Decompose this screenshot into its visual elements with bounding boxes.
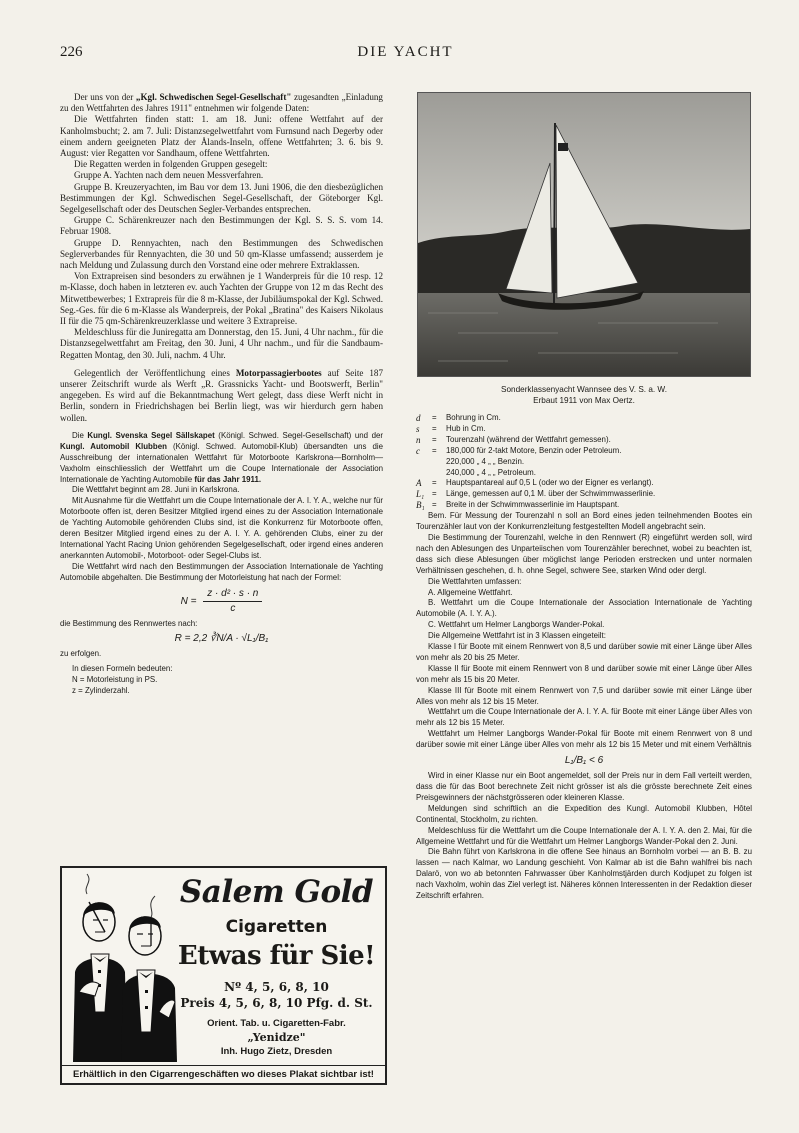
paragraph: Meldungen sind schriftlich an die Expedition des Kungl. Automobil Klubben, Hôtel Continental, Stockholm, zu richten. <box>416 803 752 824</box>
right-column <box>416 92 752 902</box>
correction-notice <box>60 368 383 424</box>
paragraph: Klasse I für Boote mit einem Rennwert von 8,5 und darüber sowie mit einer Länge über Alles von mehr als 20 bis 25 Meter. <box>416 642 752 662</box>
legend-eq: = <box>432 489 437 499</box>
paragraph: Meldeschluss für die Wettfahrt um die Coupe Internationale der A. I. Y. A. den 2. Mai, für die Allgemeine Wettfahrt und für die Wettfahrt um Helmer Langborgs Wander-Pokal den 2. Juni. <box>416 825 752 846</box>
paragraph: Die Wettfahrten finden statt: 1. am 18. Juni: offene Wettfahrt auf der Kanholmsbucht; 2. am 7. Juli: Distanzsegelwettfahrt vom Furnsund nach Degerby oder einem andern geeigneten Platz der Ålands-Inseln, offene Wettfahrten; 3. 6. bis 9. August: vier Regatten vor Sandhaum, offene Wettfahrten. <box>60 114 383 159</box>
legend-eq: = <box>432 478 437 488</box>
paragraph: Der uns von der „Kgl. Schwedischen Segel-Gesellschaft" zugesandten „Einladung zu den Wettfahrten des Jahres 1911" entnehmen wir folgende Daten: <box>60 92 383 114</box>
legend-sym: L₁ <box>416 489 425 500</box>
paragraph: B. Wettfahrt um die Coupe Internationale der Association Internationale de Yachting Automobile (A. I. Y. A.). <box>416 598 752 619</box>
legend-eq: = <box>432 445 437 455</box>
legend-text: Hub in Cm. <box>446 423 486 433</box>
sailing-yacht-image <box>418 93 750 376</box>
paragraph: Die Wettfahrt wird nach den Bestimmungen der Association Internationale de Yachting Automobile abgehalten. Die Bestimmung der Motorleistung hat nach der Formel: <box>60 561 383 582</box>
paragraph: Die Wettfahrt beginnt am 28. Juni in Karlskrona. <box>72 485 240 495</box>
paragraph: z = Zylinderzahl. <box>72 686 130 696</box>
regatta-article <box>60 92 383 361</box>
power-formula: N = $\frac{\text{z · d² · s · n}}{c}$ <box>60 587 383 616</box>
legend-text: Länge, gemessen auf 0,1 M. über der Schwimmwasserlinie. <box>446 489 656 499</box>
legend-text: 220,000 „ 4 „ „ Benzin. <box>446 456 525 466</box>
paragraph: die Bestimmung des Rennwertes nach: <box>60 618 198 628</box>
ad-maker-name: „Yenidze" <box>247 1031 306 1044</box>
ad-footer: Erhältlich in den Cigarrengeschäften wo dieses Plakat sichtbar ist! <box>62 1065 385 1083</box>
legend-eq <box>432 468 444 479</box>
paragraph: Die Regatten werden in folgenden Gruppen gesegelt: <box>74 159 268 170</box>
paragraph: Gruppe A. Yachten nach dem neuen Messverfahren. <box>74 170 264 181</box>
paragraph: Gruppe C. Schärenkreuzer nach den Bestimmungen der Kgl. S. S. S. vom 14. Februar 1908. <box>60 215 383 237</box>
legend-eq: = <box>432 500 437 510</box>
ratio-formula: L₁/B₁ < 6 <box>564 755 604 767</box>
legend-text: 240,000 „ 4 „ „ Petroleum. <box>446 467 536 477</box>
paragraph: A. Allgemeine Wettfahrt. <box>428 587 513 597</box>
paragraph: Wird in einer Klasse nur ein Boot angemeldet, soll der Preis nur in dem Fall verteilt werden, dass die für das Boot berechnete Zeit nicht grösser ist als die grösste berechnete Zeit eines Preisgewinners der nächstgrösseren oder kleineren Klasse. <box>416 771 752 802</box>
paragraph: Bem. Für Messung der Tourenzahl n soll an Bord eines jeden teilnehmenden Bootes ein Tourenzähler laut von der Konkurrenzleitung festgestellten Modell angebracht sein. <box>416 511 752 532</box>
paragraph: C. Wettfahrt um Helmer Langborgs Wander-Pokal. <box>428 620 605 630</box>
legend-sym: c <box>416 445 420 456</box>
paragraph: Die Kungl. Svenska Segel Sällskapet (Königl. Schwed. Segel-Gesellschaft) und der Kungl. Automobil Klubben (Königl. Schwed. Automobil-Klub) übersandten uns die Ausschreibung der internationalen Wettfahrt für Motorboote Karlskrona—Bornholm—Vaxholm einschliesslich der Wettfahrt um die Coupe Internationale der Association Internationale de Yachting Automobile für das Jahr 1911. <box>60 430 384 484</box>
ad-brand: Salem Gold <box>179 874 374 910</box>
photo-caption: Sonderklassenyacht Wannsee des V. S. a. W. Erbaut 1911 von Max Oertz. <box>501 385 667 405</box>
paragraph: Die Wettfahrten umfassen: <box>428 576 522 586</box>
paragraph: Gruppe B. Kreuzeryachten, im Bau vor dem 13. Juni 1906, die den diesbezüglichen Bestimmungen der Kgl. Schwedischen Segel-Gesellschaft, der Göteborger Kgl. Segelgesellschaft oder des Deutschen Segler-Verbandes entsprechen. <box>60 181 383 215</box>
legend-eq: = <box>432 423 437 433</box>
ad-prices: Preis 4, 5, 6, 8, 10 Pfg. d. St. <box>180 996 373 1010</box>
ad-product: Cigaretten <box>225 917 328 937</box>
smoking-gentlemen-illustration <box>65 872 177 1062</box>
paragraph: Gruppe D. Rennyachten, nach den Bestimmungen des Schwedischen Seglerverbandes für Rennyachten, die 30 und 50 qm-Klasse umfassend; ausserdem je nach Meldung und Zulassung durch den Vorstand eine oder mehrere Extraklassen. <box>60 237 383 271</box>
legend-text: Hauptspantareal auf 0,5 L (oder wo der Eigner es verlangt). <box>446 478 654 488</box>
paragraph: In diesen Formeln bedeuten: <box>72 664 173 674</box>
legend-text: Breite in der Schwimmwasserlinie im Hauptspant. <box>446 500 620 510</box>
legend-sym: s <box>416 423 420 434</box>
running-header <box>60 44 751 66</box>
legend-sym: B₁ <box>416 500 425 511</box>
legend-sym <box>416 468 430 479</box>
paragraph: Klasse II für Boote mit einem Rennwert von 8 und darüber sowie mit einer Länge über Alles von mehr als 15 bis 20 Meter. <box>416 663 752 684</box>
motorboat-article <box>60 431 383 697</box>
legend-sym <box>416 457 430 468</box>
paragraph: Die Allgemeine Wettfahrt ist in 3 Klassen eingeteilt: <box>428 631 606 641</box>
ad-maker: Orient. Tab. u. Cigaretten-Fabr. <box>207 1018 346 1029</box>
ad-numbers: Nº 4, 5, 6, 8, 10 <box>224 980 329 994</box>
paragraph: Klasse III für Boote mit einem Rennwert von 7,5 und darüber sowie mit einer Länge über Alles von mehr als 12 bis 15 Meter. <box>416 685 752 706</box>
legend-eq: = <box>432 434 437 444</box>
paragraph: Wettfahrt um die Coupe Internationale der A. I. Y. A. für Boote mit einer Länge über Alles von mehr als 12 bis 15 Meter. <box>416 707 752 728</box>
legend-sym: n <box>416 434 421 445</box>
ad-slogan: Etwas für Sie! <box>177 941 376 971</box>
page-number: 226 <box>60 44 83 60</box>
legend-eq: = <box>432 413 437 422</box>
paragraph: N = Motorleistung in PS. <box>72 675 158 685</box>
paragraph: Die Bahn führt von Karlskrona in die offene See hinaus an Bornholm vorbei — an B. B. zu lassen — nach Kalmar, wo Landung geschieht. Von Kalmar ab ist die Bahn wahlfrei bis nach Dalarö, von wo ab betonnten Fahrwasser über Kanholmstjärden durch Kodjupet zu folgen ist nach Vaxholm, wohin das Ziel verlegt ist. Näheres können Interessenten in der Redaktion dieser Zeitschrift erfahren. <box>416 847 752 901</box>
paragraph: Von Extrapreisen sind besonders zu erwähnen je 1 Wanderpreis für die 10 resp. 12 m-Klasse, doch haben in letzteren ev. auch Yachten der Gruppe von 12 m das Recht des Mitwettbewerbes; 1 Extrapreis für die 8 m-Klasse, der Jubiläumspokal der Kgl. Schwed. Seg.-Ges. für die 6 m-Klasse als Wanderpreis, der Pokal „Bratina" des Kaisers Nikolaus II für die 75 qm-Schärenkreuzerklasse und weitere 3 Extrapreise. <box>60 271 383 327</box>
yacht-photo <box>417 92 751 377</box>
rating-formula: R = 2,2 ∛N/A · √L₁/B₁ <box>174 633 269 645</box>
legend-sym: d <box>416 413 421 423</box>
paragraph: Wettfahrt um Helmer Langborgs Wander-Pokal für Boote mit einem Rennwert von 8 und darüber sowie mit einer Länge über Alles von mehr als 12 bis 15 Meter und mit einem Verhältnis <box>416 729 752 750</box>
ad-owner: Inh. Hugo Zietz, Dresden <box>220 1046 333 1057</box>
legend-text: 180,000 für 2-takt Motore, Benzin oder Petroleum. <box>446 445 622 455</box>
paragraph: Die Bestimmung der Tourenzahl, welche in den Rennwert (R) eingeführt werden soll, wird nach den Ablesungen des Unparteiischen vom Tourenzähler berechnet, wobei zu beachten ist, dass sich diese Ablesungen über möglichst lange Perioden erstrecken und unter normalen Verhältnissen geschehen, d. h. ohne Segel, schwere See, starken Wind oder dergl. <box>416 532 752 575</box>
left-column <box>60 92 383 697</box>
formula-legend <box>416 413 752 511</box>
paragraph: zu erfolgen. <box>60 649 102 659</box>
paragraph: Gelegentlich der Veröffentlichung eines Motorpassagierbootes auf Seite 187 unserer Zeitschrift wurde als Werft „R. Grassnicks Yacht- und Bootswerft, Berlin" angegeben. Es wird auf die Bekanntmachung Wert gelegt, dass diese Werft nicht in Berlin, sondern in Friedrichshagen bei Berlin liegt, was wir hierdurch gern haben wollen. <box>60 367 383 423</box>
salem-gold-advertisement <box>60 866 387 1085</box>
legend-text: Bohrung in Cm. <box>446 413 501 422</box>
legend-sym: A <box>416 478 422 489</box>
legend-text: Tourenzahl (während der Wettfahrt gemessen). <box>446 434 611 444</box>
paragraph: Mit Ausnahme für die Wettfahrt um die Coupe Internationale der A. I. Y. A., welche nur für Motorboote offen ist, deren Besitzer Mitglied irgend eines zu der Association Internationale de Yachting Automobile gehörenden Clubs sind, ist die Konkurrenz für Motorboote offen, deren Besitzer Mitglied irgend eines zu der A. I. Y. A. gehörenden Clubs, einer zu der International Yacht Racing Union gehörenden Segelgesellschaft, oder irgend eines anderen anerkannten Automobil-, Motorboot- oder Segel-Clubs ist. <box>60 496 383 560</box>
journal-title: DIE YACHT <box>357 44 454 60</box>
motorboat-article-continued <box>416 511 752 902</box>
paragraph: Meldeschluss für die Juniregatta am Donnerstag, den 15. Juni, 4 Uhr nachm., für die Distanzsegelwettfahrt am Freitag, den 30. Juni, 4 Uhr nachm., und für die Sandbaum-Regatten Montag, den 30. Juli, nachm. 4 Uhr. <box>60 327 383 360</box>
legend-eq <box>432 457 444 468</box>
